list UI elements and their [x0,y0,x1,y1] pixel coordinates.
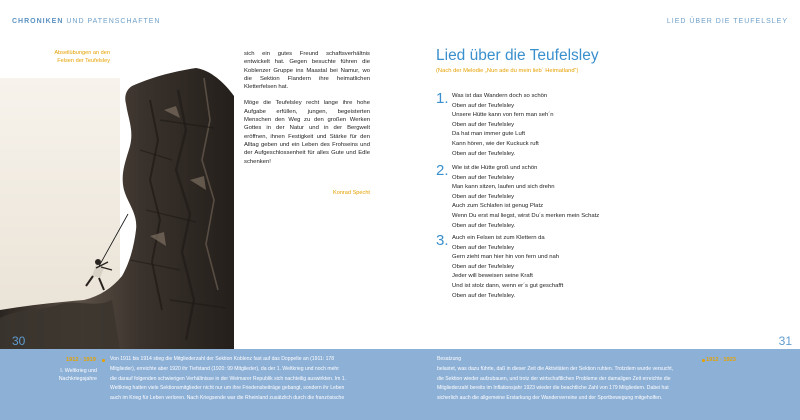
running-head-right: LIED ÜBER DIE TEUFELSLEY [666,18,788,25]
verse-line: Oben auf der Teufelsley [452,102,515,109]
verse-line: Auch ein Felsen ist zum Klettern da [452,235,545,241]
verse-line: Was ist das Wandern doch so schön [452,93,548,99]
verse-line: Oben auf der Teufelsley [452,244,515,251]
timeline-line: die Sektion wieder aufzubauen, und trotz der wirtschaftlichen Probleme der damaligen Zeit erreichte die [437,375,671,382]
verse-line: Oben auf der Teufelsley. [452,292,516,299]
body-paragraph: Möge die Teufelsley recht lange ihre hohe Aufgabe erfüllen, jungen, begeisterten Menschen den Weg zu den großen Werken Gottes in der Natur und in der Bergwelt eröffnen, ihnen Festigkeit und Stärke für den Alltag geben und ein Leben des Frohseins und der Aufgeschlossenheit für alles Gute und Edle schenken! [244,100,370,165]
verse-line: Oben auf der Teufelsley [452,193,515,200]
verse-lines [452,234,563,301]
running-head-left [12,18,160,25]
verse-line: Wie ist die Hütte groß und schön [452,165,538,171]
running-head-left-rest: UND PATENSCHAFTEN [63,18,161,25]
author-signature: Konrad Specht [332,190,370,196]
verse-number: 2. [436,162,449,179]
song-subtitle: (Nach der Melodie „Nun ade du mein lieb´ Heimatland“) [436,68,579,74]
photo-caption: Abseilübungen an den Felsen der Teufelsley [54,50,110,64]
timeline-line: Weltkrieg hatten viele Sektionsmitglieder nicht nur um ihre Friedensbeiträge gebangt, sondern ihr Leben [110,385,345,392]
timeline-line: Mitglieder), erreichte aber 1920 ihr Tiefstand (1920: 99 Mitglieder), da der 1. Weltkrieg und noch mehr [110,365,339,372]
verse-line: Kann hören, wie der Kuckuck ruft [452,140,539,147]
verse-number: 3. [436,232,449,249]
page-number-right: 31 [778,334,792,348]
verse-line: Da hat man immer gute Luft [452,131,526,138]
verse-line: Oben auf der Teufelsley [452,121,515,128]
verse-number: 1. [436,90,449,107]
verse-line: Jeder will beweisen seine Kraft [452,273,533,280]
verse-line: Unsere Hütte kann von fern man seh´n [452,112,554,119]
verse-line: Gern zieht man hier hin von fern und nah [452,254,560,261]
verse-line: Oben auf der Teufelsley [452,263,515,270]
verse-line: Oben auf der Teufelsley. [452,150,516,157]
timeline-label-line: Nachkriegsjahre [58,376,97,382]
timeline-line: Mitgliederzahl bereits im Inflationsjahr 1923 wieder die beachtliche Zahl von 179 Mitgliedern. Dabei hat [437,385,669,392]
timeline-heading: Besatzung [437,356,462,362]
verse-line: Man kann sitzen, laufen und sich drehn [452,184,555,191]
timeline-line: Von 1911 bis 1914 stieg die Mitgliederzahl der Sektion Koblenz fast auf das Doppelte an (1911: 178 [110,356,335,362]
timeline-marker [102,359,105,362]
page-number-left: 30 [12,334,26,348]
verse-line: Auch zum Schlafen ist genug Platz [452,203,544,210]
body-paragraph: sich ein gutes Freund schaftsverhältnis entwickelt hat. Gegen besuchte führen die Koblenzer Gruppe ins Maastal bei Namur, wo die Sektion Flandern ihre heimatlichen Kletterfelsen hat. [244,51,370,91]
body-text [244,50,370,174]
verse-line: Oben auf der Teufelsley. [452,222,516,229]
timeline-label-line: I. Weltkrieg und [60,368,97,374]
verse-line: Und ist stolz dann, wenn er´s gut geschafft [452,282,564,289]
timeline-band [0,349,800,420]
song-title: Lied über die Teufelsley [436,47,599,64]
timeline-line: die darauf folgenden schwierigen Verhältnisse in der Weimarer Republik sich nachteilig auswirkten. Im 1. [110,375,347,382]
timeline-year-right: 1912 · 1923 [706,357,736,363]
timeline-line: belastet, was dazu führte, daß in dieser Zeit die Aktivitäten der Sektion ruhten. Trotzdem wurde versucht, [437,365,674,372]
timeline-text-left [110,355,372,404]
timeline-line: sicherlich auch die allgemeine Erstarkung der Wanderverreine und der Sportbewegung mitgeholfen. [437,395,663,402]
timeline-year-left: 1912 · 1919 [66,357,96,363]
verse-lines [452,92,554,159]
running-head-left-bold: CHRONIKEN [12,18,64,25]
timeline-marker [702,359,705,362]
verse-line: Oben auf der Teufelsley [452,174,515,181]
timeline-line: auch im Krieg für Leben verloren. Nach Kriegsende war die Rheinland zusätzlich durch die französische [110,395,345,402]
verse-line: Wenn Du erst mal liegst, wirst Du´s merken mein Schatz [452,212,600,219]
timeline-text-right [437,355,699,404]
verse-lines [452,164,599,231]
